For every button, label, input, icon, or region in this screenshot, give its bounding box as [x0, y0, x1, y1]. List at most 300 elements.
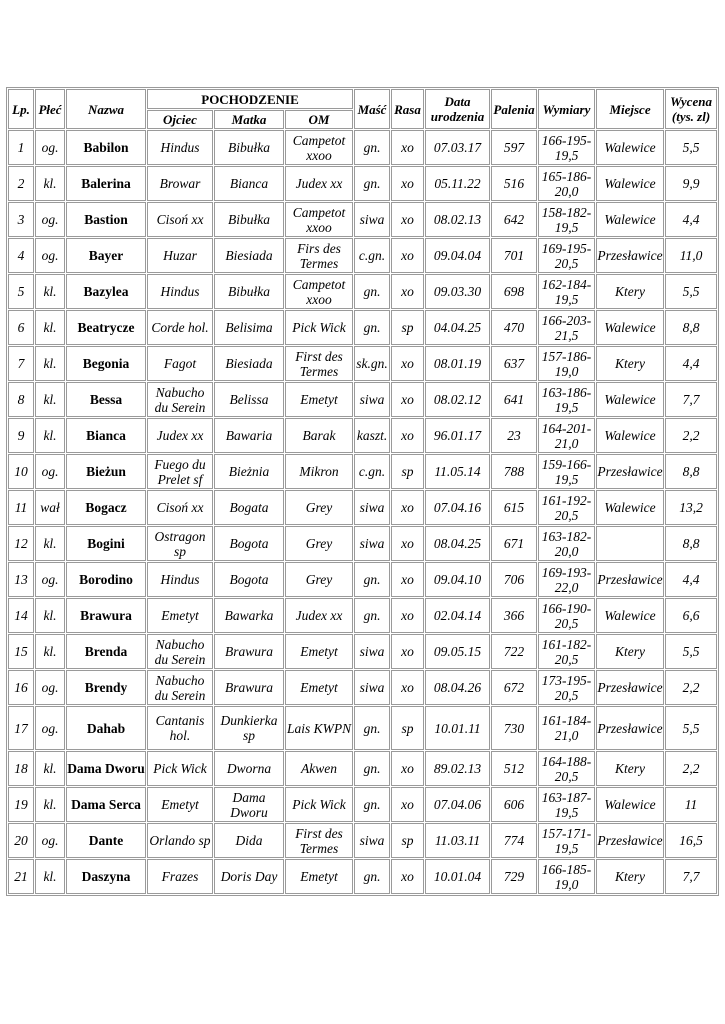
table-row [8, 823, 717, 858]
cell-lp: 16 [8, 670, 34, 705]
table-row [8, 670, 717, 705]
cell-wycena: 6,6 [665, 598, 717, 633]
header-miejsce: Miejsce [596, 89, 664, 129]
cell-om: Grey [285, 562, 353, 597]
cell-palenia: 774 [491, 823, 537, 858]
cell-om: Pick Wick [285, 787, 353, 822]
cell-wymiary: 173-195-20,5 [538, 670, 595, 705]
cell-wymiary: 157-186-19,0 [538, 346, 595, 381]
cell-ojciec: Browar [147, 166, 213, 201]
cell-matka: Belisima [214, 310, 284, 345]
table-row [8, 166, 717, 201]
table-row [8, 751, 717, 786]
cell-rasa: xo [391, 418, 424, 453]
cell-om: Judex xx [285, 166, 353, 201]
cell-masc: sk.gn. [354, 346, 390, 381]
cell-miejsce [596, 526, 664, 561]
cell-om: Firs des Termes [285, 238, 353, 273]
cell-nazwa: Brendy [66, 670, 146, 705]
cell-ojciec: Nabucho du Serein [147, 634, 213, 669]
header-nazwa: Nazwa [66, 89, 146, 129]
cell-nazwa: Bastion [66, 202, 146, 237]
cell-matka: Bibułka [214, 202, 284, 237]
cell-wymiary: 166-203-21,5 [538, 310, 595, 345]
cell-masc: gn. [354, 859, 390, 894]
cell-matka: Bogota [214, 526, 284, 561]
cell-miejsce: Walewice [596, 598, 664, 633]
header-masc: Maść [354, 89, 390, 129]
cell-plec: kl. [35, 274, 65, 309]
cell-om: Campetot xxoo [285, 202, 353, 237]
cell-palenia: 730 [491, 706, 537, 750]
cell-wymiary: 169-193-22,0 [538, 562, 595, 597]
cell-wycena: 11 [665, 787, 717, 822]
cell-miejsce: Walewice [596, 130, 664, 165]
cell-ojciec: Hindus [147, 562, 213, 597]
cell-matka: Bawarka [214, 598, 284, 633]
cell-lp: 3 [8, 202, 34, 237]
cell-miejsce: Ktery [596, 274, 664, 309]
cell-palenia: 706 [491, 562, 537, 597]
table-body [8, 130, 717, 894]
cell-wymiary: 164-201-21,0 [538, 418, 595, 453]
cell-plec: kl. [35, 634, 65, 669]
cell-wymiary: 166-195-19,5 [538, 130, 595, 165]
cell-lp: 9 [8, 418, 34, 453]
cell-lp: 13 [8, 562, 34, 597]
cell-ojciec: Pick Wick [147, 751, 213, 786]
cell-lp: 10 [8, 454, 34, 489]
cell-wycena: 8,8 [665, 454, 717, 489]
cell-data-urodzenia: 08.01.19 [425, 346, 490, 381]
table-row [8, 598, 717, 633]
cell-wycena: 5,5 [665, 706, 717, 750]
cell-wycena: 5,5 [665, 130, 717, 165]
cell-wycena: 8,8 [665, 310, 717, 345]
cell-data-urodzenia: 02.04.14 [425, 598, 490, 633]
horse-table [6, 87, 719, 896]
cell-masc: siwa [354, 823, 390, 858]
cell-data-urodzenia: 07.04.06 [425, 787, 490, 822]
cell-rasa: sp [391, 823, 424, 858]
cell-masc: c.gn. [354, 454, 390, 489]
cell-nazwa: Brawura [66, 598, 146, 633]
cell-data-urodzenia: 08.02.12 [425, 382, 490, 417]
cell-data-urodzenia: 09.04.10 [425, 562, 490, 597]
cell-matka: Belissa [214, 382, 284, 417]
cell-palenia: 637 [491, 346, 537, 381]
cell-om: First des Termes [285, 346, 353, 381]
cell-plec: og. [35, 823, 65, 858]
table-row [8, 130, 717, 165]
cell-nazwa: Bogacz [66, 490, 146, 525]
cell-plec: kl. [35, 418, 65, 453]
cell-lp: 7 [8, 346, 34, 381]
cell-plec: og. [35, 238, 65, 273]
cell-rasa: xo [391, 274, 424, 309]
cell-ojciec: Frazes [147, 859, 213, 894]
cell-om: First des Termes [285, 823, 353, 858]
cell-wycena: 13,2 [665, 490, 717, 525]
cell-wymiary: 158-182-19,5 [538, 202, 595, 237]
cell-ojciec: Judex xx [147, 418, 213, 453]
cell-wymiary: 161-182-20,5 [538, 634, 595, 669]
table-row [8, 418, 717, 453]
header-matka: Matka [214, 110, 284, 129]
cell-plec: kl. [35, 751, 65, 786]
cell-wymiary: 161-192-20,5 [538, 490, 595, 525]
cell-wycena: 4,4 [665, 346, 717, 381]
cell-plec: og. [35, 202, 65, 237]
cell-rasa: xo [391, 562, 424, 597]
cell-lp: 11 [8, 490, 34, 525]
cell-data-urodzenia: 07.03.17 [425, 130, 490, 165]
header-wycena: Wycena (tys. zl) [665, 89, 717, 129]
cell-masc: gn. [354, 310, 390, 345]
cell-plec: kl. [35, 310, 65, 345]
table-row [8, 382, 717, 417]
cell-wycena: 5,5 [665, 274, 717, 309]
cell-matka: Biesiada [214, 346, 284, 381]
cell-rasa: xo [391, 238, 424, 273]
cell-data-urodzenia: 11.03.11 [425, 823, 490, 858]
cell-data-urodzenia: 09.05.15 [425, 634, 490, 669]
cell-wycena: 8,8 [665, 526, 717, 561]
cell-miejsce: Walewice [596, 382, 664, 417]
cell-palenia: 366 [491, 598, 537, 633]
cell-data-urodzenia: 96.01.17 [425, 418, 490, 453]
cell-wycena: 2,2 [665, 670, 717, 705]
cell-palenia: 516 [491, 166, 537, 201]
cell-rasa: xo [391, 130, 424, 165]
cell-miejsce: Przesławice [596, 454, 664, 489]
cell-matka: Brawura [214, 634, 284, 669]
cell-wycena: 11,0 [665, 238, 717, 273]
cell-data-urodzenia: 05.11.22 [425, 166, 490, 201]
cell-miejsce: Ktery [596, 346, 664, 381]
cell-wycena: 7,7 [665, 859, 717, 894]
table-row [8, 490, 717, 525]
cell-matka: Dama Dworu [214, 787, 284, 822]
cell-palenia: 642 [491, 202, 537, 237]
cell-masc: kaszt. [354, 418, 390, 453]
cell-miejsce: Przesławice [596, 562, 664, 597]
cell-masc: siwa [354, 382, 390, 417]
cell-data-urodzenia: 10.01.11 [425, 706, 490, 750]
cell-om: Emetyt [285, 859, 353, 894]
cell-ojciec: Huzar [147, 238, 213, 273]
cell-rasa: xo [391, 751, 424, 786]
cell-om: Grey [285, 526, 353, 561]
cell-matka: Dworna [214, 751, 284, 786]
header-data-urodzenia: Data urodzenia [425, 89, 490, 129]
cell-ojciec: Hindus [147, 274, 213, 309]
cell-nazwa: Dama Serca [66, 787, 146, 822]
table-row [8, 310, 717, 345]
cell-plec: og. [35, 670, 65, 705]
cell-miejsce: Przesławice [596, 823, 664, 858]
cell-plec: kl. [35, 598, 65, 633]
cell-nazwa: Bieżun [66, 454, 146, 489]
cell-plec: og. [35, 130, 65, 165]
cell-wycena: 7,7 [665, 382, 717, 417]
cell-data-urodzenia: 08.02.13 [425, 202, 490, 237]
cell-wymiary: 161-184-21,0 [538, 706, 595, 750]
header-ojciec: Ojciec [147, 110, 213, 129]
cell-rasa: xo [391, 346, 424, 381]
table-row [8, 562, 717, 597]
table-row [8, 454, 717, 489]
cell-matka: Dida [214, 823, 284, 858]
cell-data-urodzenia: 09.04.04 [425, 238, 490, 273]
cell-ojciec: Emetyt [147, 598, 213, 633]
cell-om: Emetyt [285, 634, 353, 669]
cell-om: Emetyt [285, 670, 353, 705]
table-row [8, 238, 717, 273]
table-row [8, 346, 717, 381]
cell-rasa: xo [391, 490, 424, 525]
cell-masc: siwa [354, 526, 390, 561]
cell-nazwa: Dante [66, 823, 146, 858]
cell-nazwa: Balerina [66, 166, 146, 201]
cell-nazwa: Begonia [66, 346, 146, 381]
cell-matka: Biesiada [214, 238, 284, 273]
cell-ojciec: Cisoń xx [147, 490, 213, 525]
cell-lp: 21 [8, 859, 34, 894]
table-row [8, 787, 717, 822]
cell-palenia: 512 [491, 751, 537, 786]
cell-miejsce: Ktery [596, 634, 664, 669]
cell-masc: gn. [354, 787, 390, 822]
header-rasa: Rasa [391, 89, 424, 129]
cell-plec: kl. [35, 787, 65, 822]
cell-palenia: 701 [491, 238, 537, 273]
cell-ojciec: Hindus [147, 130, 213, 165]
cell-miejsce: Walewice [596, 787, 664, 822]
cell-ojciec: Ostragon sp [147, 526, 213, 561]
cell-nazwa: Brenda [66, 634, 146, 669]
cell-rasa: xo [391, 670, 424, 705]
cell-data-urodzenia: 07.04.16 [425, 490, 490, 525]
cell-nazwa: Bessa [66, 382, 146, 417]
cell-wycena: 2,2 [665, 418, 717, 453]
cell-nazwa: Dahab [66, 706, 146, 750]
cell-plec: kl. [35, 526, 65, 561]
cell-palenia: 615 [491, 490, 537, 525]
cell-wycena: 4,4 [665, 562, 717, 597]
cell-palenia: 729 [491, 859, 537, 894]
table-row [8, 634, 717, 669]
cell-ojciec: Corde hol. [147, 310, 213, 345]
cell-data-urodzenia: 11.05.14 [425, 454, 490, 489]
cell-rasa: sp [391, 310, 424, 345]
cell-palenia: 722 [491, 634, 537, 669]
cell-rasa: xo [391, 202, 424, 237]
cell-wycena: 9,9 [665, 166, 717, 201]
cell-ojciec: Emetyt [147, 787, 213, 822]
cell-wymiary: 166-185-19,0 [538, 859, 595, 894]
cell-om: Barak [285, 418, 353, 453]
cell-rasa: xo [391, 787, 424, 822]
table-row [8, 859, 717, 894]
cell-plec: og. [35, 706, 65, 750]
cell-palenia: 470 [491, 310, 537, 345]
cell-miejsce: Ktery [596, 751, 664, 786]
cell-lp: 12 [8, 526, 34, 561]
table-row [8, 274, 717, 309]
cell-miejsce: Walewice [596, 166, 664, 201]
cell-matka: Bawaria [214, 418, 284, 453]
cell-miejsce: Walewice [596, 490, 664, 525]
cell-nazwa: Bogini [66, 526, 146, 561]
cell-nazwa: Bayer [66, 238, 146, 273]
cell-lp: 4 [8, 238, 34, 273]
cell-om: Mikron [285, 454, 353, 489]
cell-wymiary: 166-190-20,5 [538, 598, 595, 633]
cell-palenia: 698 [491, 274, 537, 309]
cell-masc: gn. [354, 274, 390, 309]
cell-palenia: 672 [491, 670, 537, 705]
cell-rasa: sp [391, 706, 424, 750]
cell-ojciec: Orlando sp [147, 823, 213, 858]
cell-matka: Doris Day [214, 859, 284, 894]
header-om: OM [285, 110, 353, 129]
cell-masc: gn. [354, 598, 390, 633]
cell-miejsce: Ktery [596, 859, 664, 894]
cell-om: Campetot xxoo [285, 130, 353, 165]
cell-ojciec: Fuego du Prelet sf [147, 454, 213, 489]
cell-data-urodzenia: 08.04.25 [425, 526, 490, 561]
cell-miejsce: Walewice [596, 202, 664, 237]
header-pochodzenie: POCHODZENIE [147, 89, 353, 109]
cell-wymiary: 159-166-19,5 [538, 454, 595, 489]
cell-wymiary: 169-195-20,5 [538, 238, 595, 273]
cell-wymiary: 162-184-19,5 [538, 274, 595, 309]
cell-matka: Dunkierka sp [214, 706, 284, 750]
cell-matka: Bibułka [214, 130, 284, 165]
cell-data-urodzenia: 09.03.30 [425, 274, 490, 309]
cell-masc: gn. [354, 751, 390, 786]
cell-miejsce: Przesławice [596, 706, 664, 750]
cell-om: Pick Wick [285, 310, 353, 345]
cell-lp: 15 [8, 634, 34, 669]
cell-om: Judex xx [285, 598, 353, 633]
cell-miejsce: Przesławice [596, 670, 664, 705]
cell-masc: siwa [354, 670, 390, 705]
cell-plec: og. [35, 454, 65, 489]
cell-data-urodzenia: 10.01.04 [425, 859, 490, 894]
cell-wycena: 5,5 [665, 634, 717, 669]
cell-masc: gn. [354, 706, 390, 750]
cell-masc: siwa [354, 490, 390, 525]
cell-palenia: 23 [491, 418, 537, 453]
cell-wymiary: 157-171-19,5 [538, 823, 595, 858]
cell-nazwa: Bianca [66, 418, 146, 453]
cell-nazwa: Bazylea [66, 274, 146, 309]
cell-ojciec: Cantanis hol. [147, 706, 213, 750]
cell-nazwa: Borodino [66, 562, 146, 597]
cell-om: Lais KWPN [285, 706, 353, 750]
cell-plec: kl. [35, 166, 65, 201]
cell-rasa: xo [391, 526, 424, 561]
cell-plec: wał [35, 490, 65, 525]
cell-lp: 6 [8, 310, 34, 345]
cell-ojciec: Cisoń xx [147, 202, 213, 237]
cell-miejsce: Walewice [596, 310, 664, 345]
cell-matka: Bogata [214, 490, 284, 525]
cell-nazwa: Dama Dworu [66, 751, 146, 786]
cell-masc: siwa [354, 634, 390, 669]
cell-wymiary: 165-186-20,0 [538, 166, 595, 201]
cell-rasa: sp [391, 454, 424, 489]
cell-masc: gn. [354, 166, 390, 201]
cell-masc: gn. [354, 562, 390, 597]
cell-matka: Brawura [214, 670, 284, 705]
cell-wymiary: 164-188-20,5 [538, 751, 595, 786]
cell-matka: Bieżnia [214, 454, 284, 489]
cell-nazwa: Daszyna [66, 859, 146, 894]
cell-miejsce: Walewice [596, 418, 664, 453]
cell-palenia: 641 [491, 382, 537, 417]
cell-data-urodzenia: 08.04.26 [425, 670, 490, 705]
cell-wymiary: 163-182-20,0 [538, 526, 595, 561]
cell-wymiary: 163-186-19,5 [538, 382, 595, 417]
cell-nazwa: Beatrycze [66, 310, 146, 345]
cell-ojciec: Fagot [147, 346, 213, 381]
cell-lp: 14 [8, 598, 34, 633]
cell-lp: 18 [8, 751, 34, 786]
cell-rasa: xo [391, 859, 424, 894]
cell-om: Akwen [285, 751, 353, 786]
cell-palenia: 597 [491, 130, 537, 165]
cell-ojciec: Nabucho du Serein [147, 382, 213, 417]
cell-wycena: 2,2 [665, 751, 717, 786]
cell-palenia: 788 [491, 454, 537, 489]
cell-matka: Bogota [214, 562, 284, 597]
cell-palenia: 606 [491, 787, 537, 822]
header-plec: Płeć [35, 89, 65, 129]
cell-rasa: xo [391, 166, 424, 201]
cell-lp: 5 [8, 274, 34, 309]
table-row [8, 202, 717, 237]
cell-masc: c.gn. [354, 238, 390, 273]
cell-masc: siwa [354, 202, 390, 237]
cell-data-urodzenia: 89.02.13 [425, 751, 490, 786]
cell-lp: 20 [8, 823, 34, 858]
cell-masc: gn. [354, 130, 390, 165]
cell-rasa: xo [391, 634, 424, 669]
cell-lp: 17 [8, 706, 34, 750]
cell-om: Emetyt [285, 382, 353, 417]
cell-plec: kl. [35, 346, 65, 381]
cell-lp: 2 [8, 166, 34, 201]
cell-lp: 1 [8, 130, 34, 165]
cell-plec: kl. [35, 382, 65, 417]
cell-lp: 19 [8, 787, 34, 822]
cell-plec: kl. [35, 859, 65, 894]
cell-om: Campetot xxoo [285, 274, 353, 309]
cell-lp: 8 [8, 382, 34, 417]
cell-ojciec: Nabucho du Serein [147, 670, 213, 705]
header-palenia: Palenia [491, 89, 537, 129]
header-lp: Lp. [8, 89, 34, 129]
cell-matka: Bibułka [214, 274, 284, 309]
table-row [8, 526, 717, 561]
cell-wycena: 4,4 [665, 202, 717, 237]
cell-om: Grey [285, 490, 353, 525]
table-row [8, 706, 717, 750]
cell-wymiary: 163-187-19,5 [538, 787, 595, 822]
